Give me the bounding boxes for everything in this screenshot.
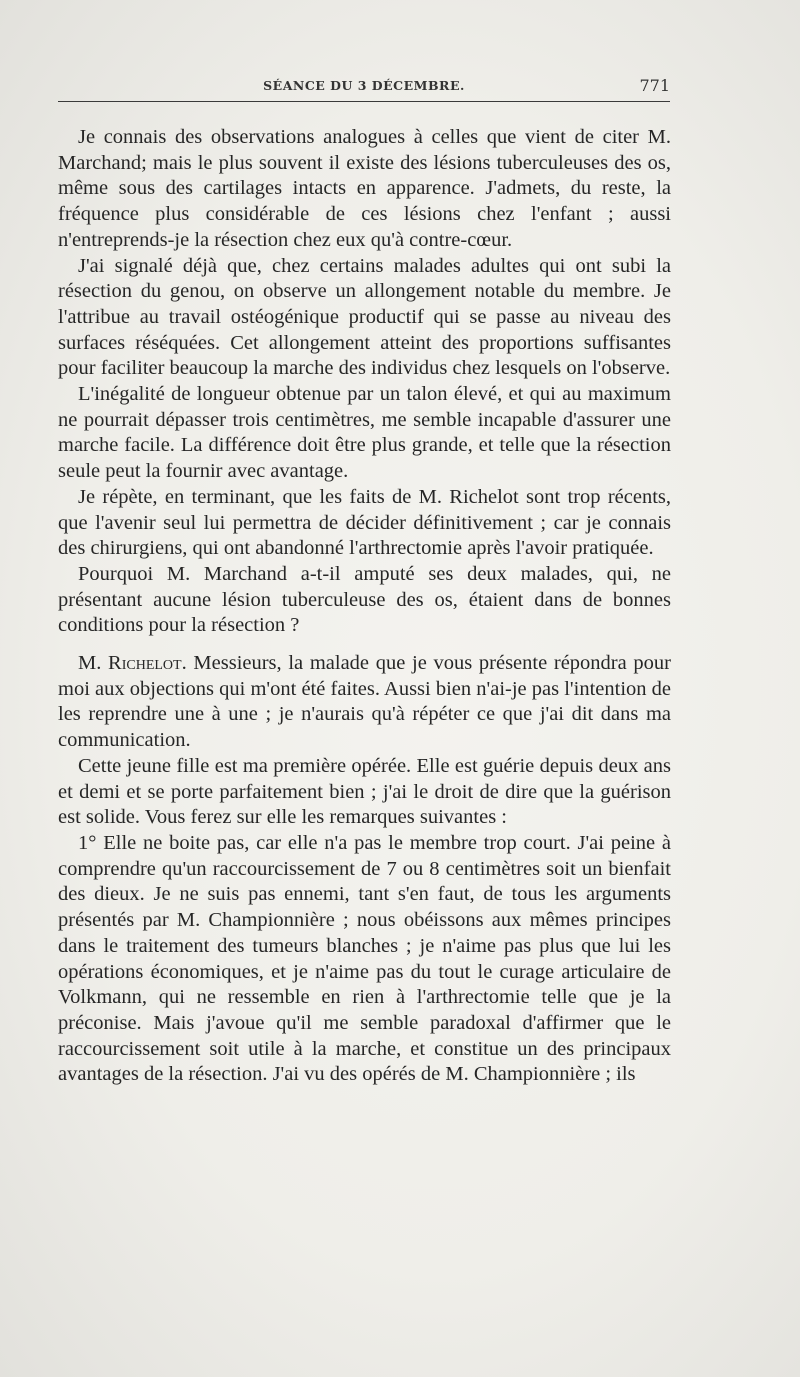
paragraph: L'inégalité de longueur obtenue par un talon élevé, et qui au maximum ne pourrait dépasser trois centimètres, me semble incapable d'assurer une marche facile. La différence doit être plus grande, et telle que la résection seule peut la fournir avec avantage. bbox=[58, 383, 671, 483]
body-text bbox=[58, 125, 671, 1088]
paragraph: Je répète, en terminant, que les faits de M. Richelot sont trop récents, que l'avenir seul lui permettra de décider définitivement ; car je connais des chirurgiens, qui ont abandonné l'arthrectomie après l'avoir pratiquée. bbox=[58, 485, 671, 560]
header-rule bbox=[58, 101, 670, 102]
paragraph: J'ai signalé déjà que, chez certains malades adultes qui ont subi la résection du genou, on observe un allongement notable du membre. Je l'attribue au travail ostéogénique productif qui se passe au niveau des surfaces réséquées. Cet allongement atteint des proportions suffisantes pour faciliter beaucoup la marche des individus chez lesquels on l'observe. bbox=[58, 254, 671, 380]
paragraph: Cette jeune fille est ma première opérée. Elle est guérie depuis deux ans et demi et se porte parfaitement bien ; j'ai le droit de dire que la guérison est solide. Vous ferez sur elle les remarques suivantes : bbox=[58, 754, 671, 829]
page-number: 771 bbox=[639, 76, 670, 95]
header-title: SÉANCE DU 3 DÉCEMBRE. bbox=[263, 78, 465, 93]
paragraph: Pourquoi M. Marchand a-t-il amputé ses deux malades, qui, ne présentant aucune lésion tuberculeuse des os, étaient dans de bonnes conditions pour la résection ? bbox=[58, 562, 671, 637]
speaker-paragraph bbox=[58, 651, 671, 754]
speaker-text: Messieurs, la malade que je vous présente répondra pour moi aux objections qui m'ont été faites. Aussi bien n'ai-je pas l'intention de les reprendre une à une ; je n'aurais qu'à répéter ce que j'ai dit dans ma communication. bbox=[58, 652, 671, 752]
running-header bbox=[58, 76, 670, 100]
paragraph: 1° Elle ne boite pas, car elle n'a pas le membre trop court. J'ai peine à comprendre qu'un raccourcissement de 7 ou 8 centimètres soit un bienfait des dieux. Je ne suis pas ennemi, tant s'en faut, de tous les arguments présentés par M. Championnière ; nous obéissons aux mêmes principes dans le traitement des tumeurs blanches ; je n'aime pas plus que lui les opérations économiques, et je n'aime pas du tout le curage articulaire de Volkmann, qui ne ressemble en rien à l'arthrectomie telle que je la préconise. Mais j'avoue qu'il me semble paradoxal d'affirmer que le raccourcissement soit utile à la marche, et constitue un des principaux avantages de la résection. J'ai vu des opérés de M. Championnière ; ils bbox=[58, 831, 671, 1086]
speaker-name: M. Richelot. bbox=[78, 652, 187, 675]
paragraph: Je connais des observations analogues à celles que vient de citer M. Marchand; mais le plus souvent il existe des lésions tuberculeuses des os, même sous des cartilages intacts en apparence. J'admets, du reste, la fréquence plus considérable de ces lésions chez l'enfant ; aussi n'entreprends-je la résection chez eux qu'à contre-cœur. bbox=[58, 126, 671, 251]
